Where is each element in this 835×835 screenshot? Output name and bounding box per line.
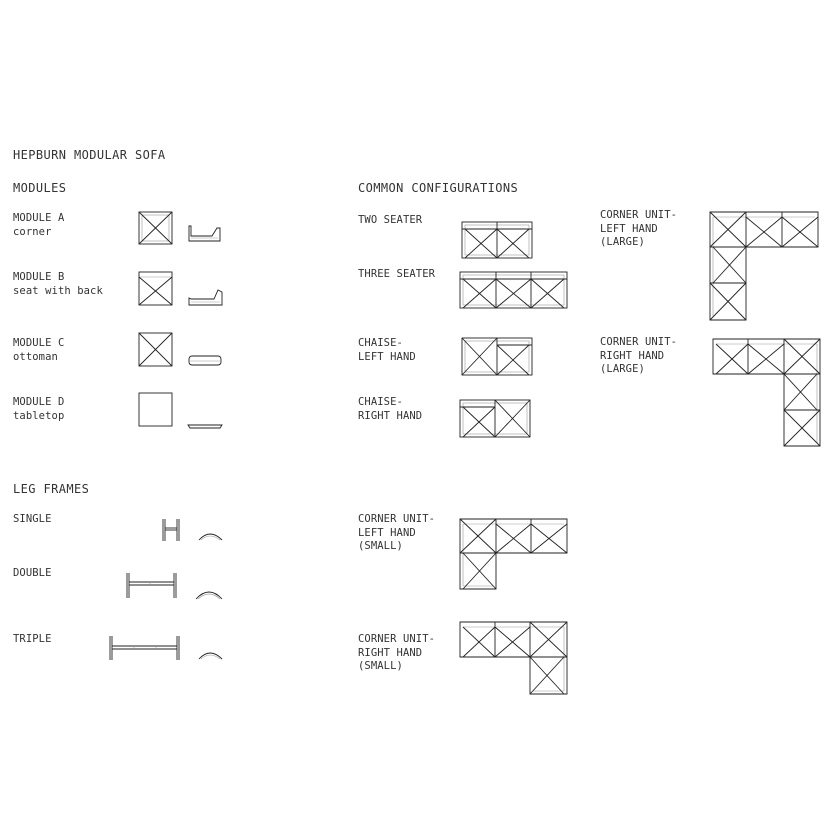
config-corner-right-small-label: CORNER UNIT- RIGHT HAND (SMALL) [358, 633, 436, 672]
page-title: HEPBURN MODULAR SOFA [13, 148, 166, 162]
config-chaise-left-label: CHAISE- LEFT HAND [358, 337, 416, 363]
config-corner-left-small-label: CORNER UNIT- LEFT HAND (SMALL) [358, 513, 436, 552]
leg-frames-heading: LEG FRAMES [13, 482, 90, 496]
module-c-desc: ottoman [13, 351, 58, 363]
config-corner-left-large-diagram [710, 212, 818, 320]
config-corner-right-large-label: CORNER UNIT- RIGHT HAND (LARGE) [600, 336, 678, 375]
leg-frame-single-front-icon [163, 519, 179, 541]
module-c-side-icon [189, 356, 221, 365]
module-b-desc: seat with back [13, 285, 103, 297]
leg-frame-triple-front-icon [110, 636, 179, 660]
leg-frame-triple-label: TRIPLE [13, 633, 52, 645]
config-two-seater-diagram [462, 222, 532, 258]
leg-frame-double-front-icon [127, 573, 176, 598]
leg-frame-double-side-icon [196, 592, 222, 599]
leg-frame-double-label: DOUBLE [13, 567, 52, 579]
leg-frame-triple-side-icon [199, 653, 222, 659]
module-d-plan-icon [139, 393, 172, 426]
config-chaise-left-diagram [462, 338, 532, 375]
config-chaise-right-label: CHAISE- RIGHT HAND [358, 396, 423, 422]
config-corner-right-large-diagram [713, 339, 820, 446]
module-c-name: MODULE C [13, 337, 65, 349]
module-a-name: MODULE A [13, 212, 65, 224]
module-a-plan-icon [139, 212, 172, 244]
module-b-name: MODULE B [13, 271, 65, 283]
config-chaise-right-diagram [460, 400, 530, 437]
module-b-plan-icon [139, 272, 172, 305]
module-a-desc: corner [13, 226, 52, 238]
module-d-name: MODULE D [13, 396, 65, 408]
config-two-seater-label: TWO SEATER [358, 214, 423, 226]
config-corner-left-large-label: CORNER UNIT- LEFT HAND (LARGE) [600, 209, 678, 248]
leg-frame-single-side-icon [199, 534, 222, 540]
module-a-side-icon [189, 226, 220, 241]
module-d-side-icon [188, 425, 222, 428]
config-three-seater-label: THREE SEATER [358, 268, 436, 280]
module-b-side-icon [189, 290, 222, 305]
module-c-plan-icon [139, 333, 172, 366]
leg-frame-single-label: SINGLE [13, 513, 52, 525]
config-corner-left-small-diagram [460, 519, 567, 589]
config-three-seater-diagram [460, 272, 567, 308]
config-corner-right-small-diagram [460, 622, 567, 694]
configurations-heading: COMMON CONFIGURATIONS [358, 181, 519, 195]
modules-heading: MODULES [13, 181, 67, 195]
module-d-desc: tabletop [13, 410, 65, 422]
